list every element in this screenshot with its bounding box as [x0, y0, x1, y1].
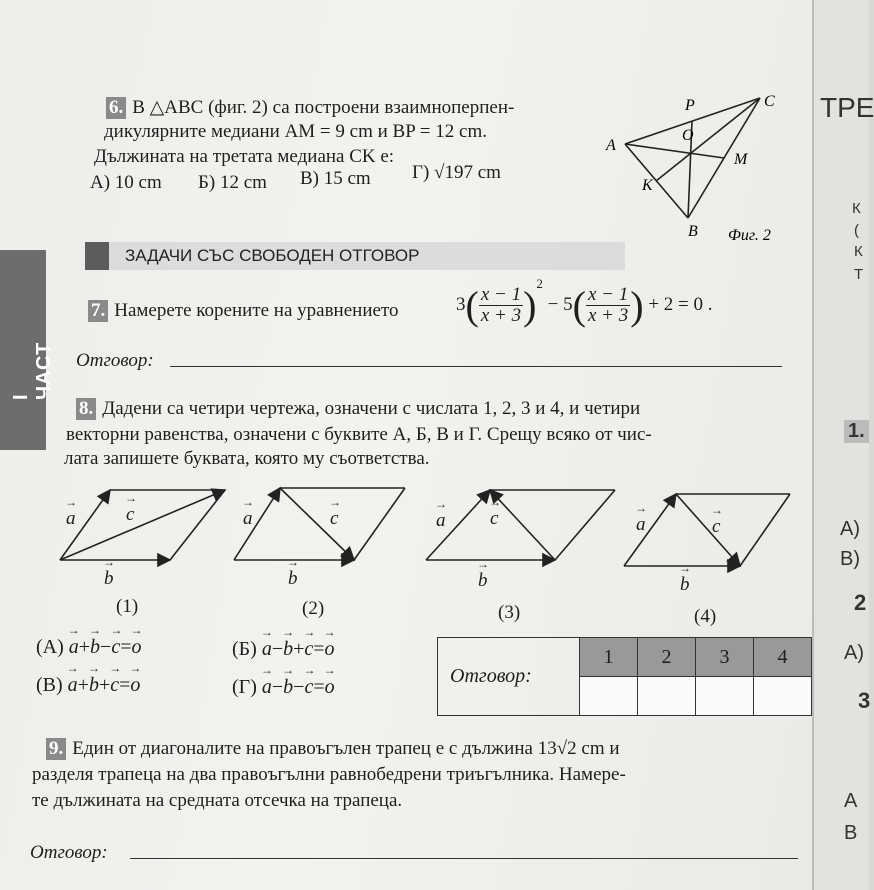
d1-vec-c: → c	[126, 504, 134, 526]
d4-caption: (4)	[694, 606, 717, 627]
fig-label-k: K	[642, 177, 653, 194]
equality-b: (Б) → a−→ b+→ c=→ o	[232, 638, 335, 661]
q7-answer-line[interactable]	[170, 366, 782, 367]
q6-option-g: Г) √197 cm	[412, 162, 501, 183]
d4-vec-c: → c	[712, 516, 720, 538]
q6-option-b: Б) 12 cm	[198, 172, 267, 193]
fig-label-a: A	[606, 137, 616, 154]
q9-answer-label: Отговор:	[30, 842, 108, 863]
q8-line1: 8. Дадени са четири чертежа, означени с числата 1, 2, 3 и 4, и четири	[76, 398, 640, 420]
q9-line2: разделя трапеца на два правоъгълни равнобедрени триъгълника. Намере-	[32, 764, 626, 785]
table-header-3: 3	[696, 638, 754, 677]
answer-cell-2[interactable]	[638, 677, 696, 716]
q6-option-v: В) 15 cm	[300, 168, 371, 189]
q8-answer-label: Отговор:	[438, 638, 580, 716]
d2-vec-b: → b	[288, 568, 298, 590]
d3-caption: (3)	[498, 602, 521, 623]
fig-label-b: B	[688, 223, 698, 240]
q9-line3: те дължината на средната отсечка на трапеца.	[32, 790, 403, 811]
answer-cell-4[interactable]	[754, 677, 812, 716]
q7-text: 7. Намерете корените на уравнението	[88, 300, 398, 322]
equality-v: (В) → a+→ b+→ c=→ o	[36, 674, 140, 697]
d2-vec-c: → c	[330, 508, 338, 530]
q6-line1: 6. В △ABC (фиг. 2) са построени взаимноперпен-	[106, 96, 514, 119]
next-page-edge: ТРЕ К ( К Т 1. А) В) 2 А) 3 А В	[812, 0, 869, 890]
d3-vec-b: → b	[478, 570, 488, 592]
q7-number: 7.	[88, 300, 108, 322]
q7-answer-label: Отговор:	[76, 350, 154, 371]
fig-label-p: P	[685, 97, 695, 114]
next-page-heading: ТРЕ	[820, 92, 874, 123]
fig-caption: Фиг. 2	[728, 227, 771, 244]
table-header-4: 4	[754, 638, 812, 677]
table-header-1: 1	[580, 638, 638, 677]
q8-answer-table	[437, 637, 812, 716]
d3-vec-c: → c	[490, 508, 498, 530]
q9-answer-line[interactable]	[130, 858, 798, 859]
q9-number: 9.	[46, 738, 66, 760]
fig-label-m: M	[734, 151, 748, 168]
part-side-tab: I ЧАСТ	[0, 250, 46, 450]
section-header	[85, 228, 625, 270]
q6-line3: Дължината на третата медиана CK е:	[94, 146, 395, 167]
d2-caption: (2)	[302, 598, 325, 619]
d4-vec-b: → b	[680, 574, 690, 596]
d1-caption: (1)	[116, 596, 139, 617]
fig-label-c: C	[764, 93, 775, 110]
d1-vec-b: → b	[104, 568, 114, 590]
d1-vec-a: → a	[66, 508, 76, 530]
section-title: ЗАДАЧИ СЪС СВОБОДЕН ОТГОВОР	[125, 246, 420, 265]
q7-equation: 3( $\frac{x - 1}{x + 3}$ )$^2$ − 5( $\frac{x - 1}{x + 3}$ ) + 2 = 0 .	[456, 276, 713, 329]
q9-line1: 9. Един от диагоналите на правоъгълен трапец е с дължина 13√2 cm и	[46, 738, 620, 760]
d3-vec-a: → a	[436, 510, 446, 532]
q8-number: 8.	[76, 398, 96, 420]
d2-vec-a: → a	[243, 508, 253, 530]
answer-cell-1[interactable]	[580, 677, 638, 716]
equality-g: (Г) → a−→ b−→ c=→ o	[232, 676, 335, 699]
answer-cell-3[interactable]	[696, 677, 754, 716]
table-header-2: 2	[638, 638, 696, 677]
q8-line2: векторни равенства, означени с буквите А, Б, В и Г. Срещу всяко от чис-	[66, 424, 652, 445]
q6-option-a: А) 10 cm	[90, 172, 162, 193]
d4-vec-a: → a	[636, 514, 646, 536]
q8-line3: лата запишете буквата, която му съответства.	[64, 448, 430, 469]
q6-line2: дикулярните медиани AM = 9 cm и BP = 12 cm.	[104, 121, 487, 142]
equality-a: (А) → a+→ b−→ c=→ o	[36, 636, 142, 659]
q6-number: 6.	[106, 97, 126, 119]
fig-label-o: O	[682, 127, 694, 144]
